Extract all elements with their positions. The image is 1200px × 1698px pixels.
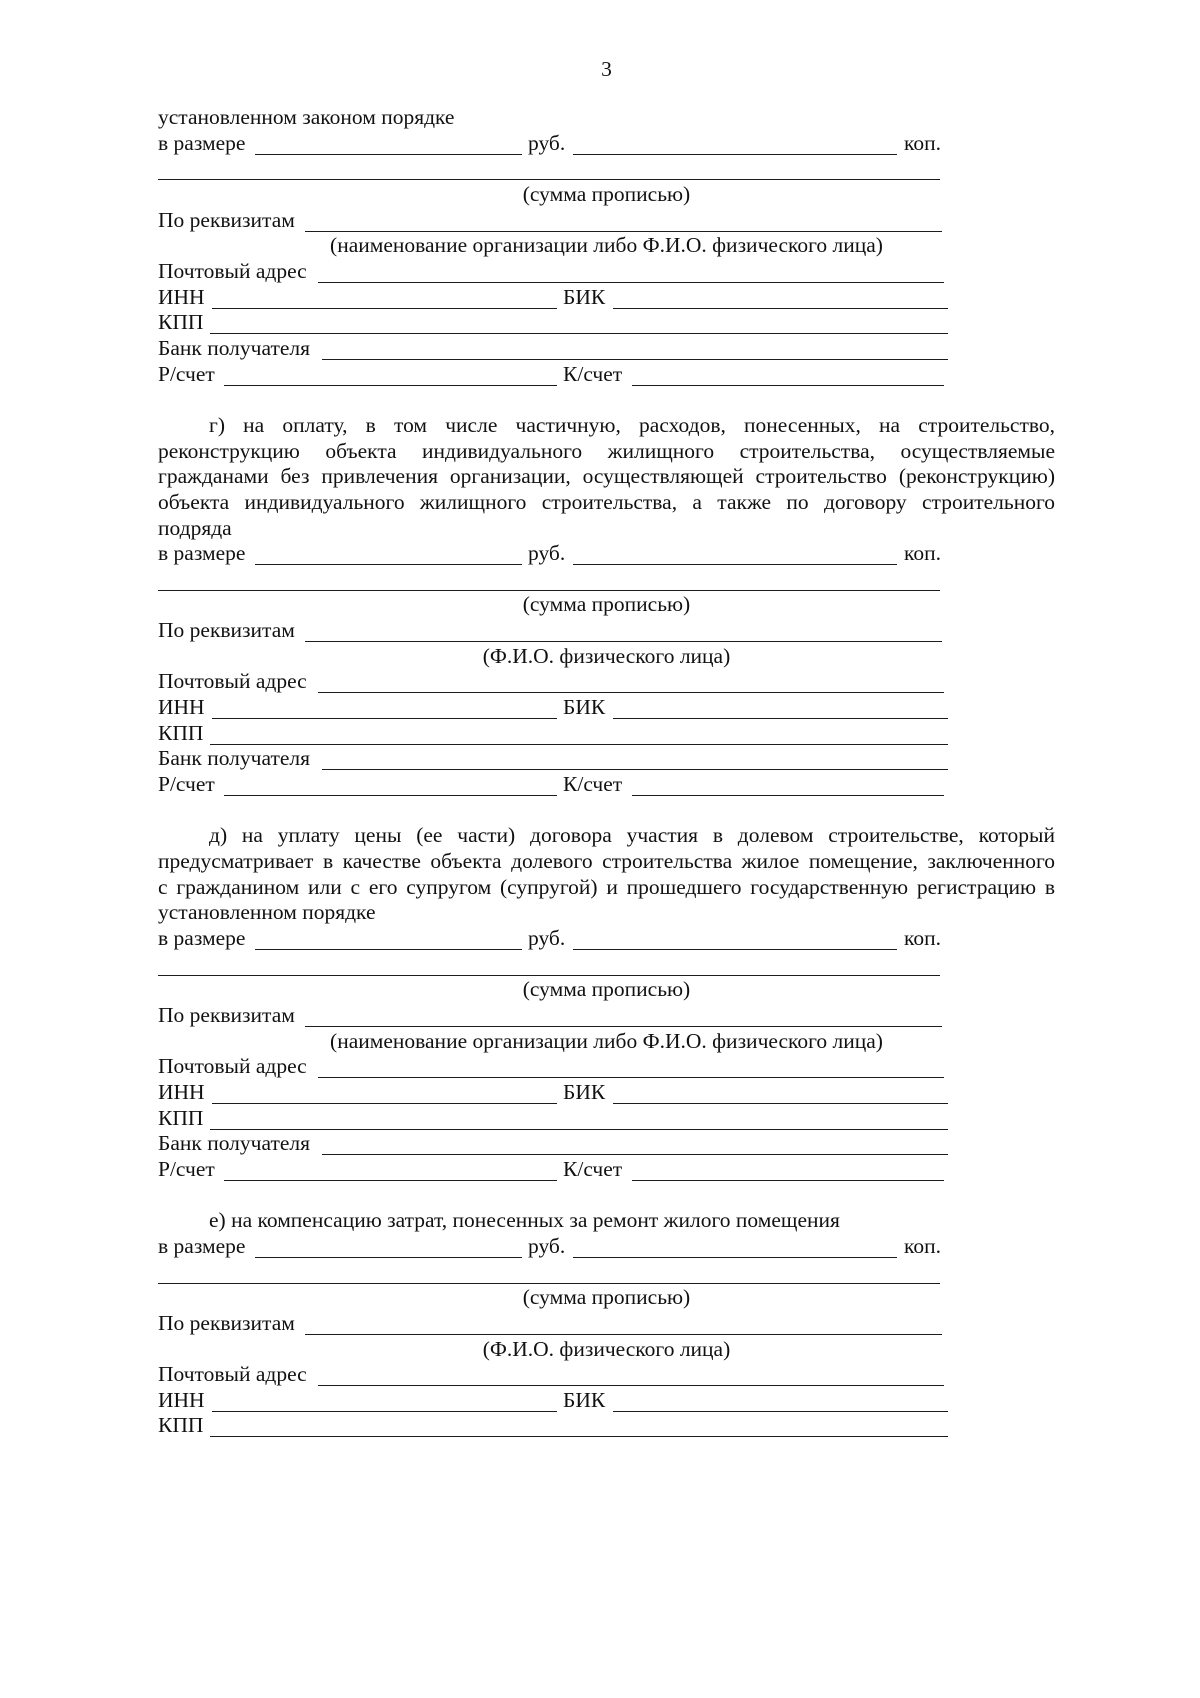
amount-in-words-caption: (сумма прописью) (522, 977, 691, 1002)
kpp-label: КПП (158, 1413, 204, 1438)
document-body (158, 105, 1055, 1439)
rubles-blank (255, 564, 522, 565)
paragraph-line: г) на оплату, в том числе частичную, расходов, понесенных, на строительство, (209, 412, 1055, 437)
requisites-caption-row (158, 233, 1055, 259)
rubles-blank (255, 1257, 522, 1258)
postal-address-row (158, 1362, 1055, 1388)
inn-label: ИНН (158, 1079, 205, 1104)
postal-address-label: Почтовый адрес (158, 258, 307, 283)
kpp-blank (210, 333, 948, 334)
postal-address-label: Почтовый адрес (158, 669, 307, 694)
section-g (158, 413, 1055, 798)
requisites-label: По реквизитам (158, 618, 295, 643)
requisites-blank (305, 641, 942, 642)
requisites-blank (305, 231, 942, 232)
amount-label: в размере (158, 1233, 246, 1258)
requisites-caption-row (158, 1029, 1055, 1055)
settlement-account-label: Р/счет (158, 361, 215, 386)
amount-in-words-blank (158, 1283, 940, 1284)
paragraph-gap (158, 798, 1055, 824)
kpp-label: КПП (158, 1105, 204, 1130)
requisites-row (158, 1311, 1055, 1337)
inn-bik-row (158, 1388, 1055, 1414)
amount-label: в размере (158, 130, 246, 155)
amount-label: в размере (158, 541, 246, 566)
kpp-row (158, 1413, 1055, 1439)
amount-in-words-row (158, 156, 1055, 182)
rubles-blank (255, 949, 522, 950)
postal-address-label: Почтовый адрес (158, 1362, 307, 1387)
amount-in-words-caption: (сумма прописью) (522, 181, 691, 206)
kpp-row (158, 310, 1055, 336)
section-d (158, 823, 1055, 1182)
postal-address-label: Почтовый адрес (158, 1054, 307, 1079)
kpp-label: КПП (158, 720, 204, 745)
bank-row (158, 746, 1055, 772)
requisites-caption: (наименование организации либо Ф.И.О. физического лица) (330, 233, 883, 258)
amount-in-words-caption-row (158, 182, 1055, 208)
amount-in-words-caption: (сумма прописью) (522, 592, 691, 617)
inn-blank (212, 1103, 557, 1104)
bank-blank (322, 359, 948, 360)
kopecks-blank (573, 1257, 897, 1258)
bank-label: Банк получателя (158, 1131, 311, 1156)
amount-label: в размере (158, 926, 246, 950)
settlement-account-blank (224, 385, 557, 386)
correspondent-account-label: К/счет (563, 1156, 623, 1181)
inn-label: ИНН (158, 284, 205, 309)
inn-label: ИНН (158, 1387, 205, 1412)
requisites-caption-row (158, 644, 1055, 670)
kopecks-label: коп. (904, 1233, 941, 1258)
kopecks-blank (573, 154, 897, 155)
paragraph-gap (158, 387, 1055, 413)
section-continued (158, 105, 1055, 387)
settlement-account-label: Р/счет (158, 1156, 215, 1181)
amount-in-words-blank (158, 975, 940, 976)
inn-blank (212, 308, 557, 309)
bik-label: БИК (563, 1387, 606, 1412)
kpp-blank (210, 1436, 948, 1437)
paragraph-line: объекта индивидуального жилищного строительства, а также по договору строительного (158, 489, 1055, 514)
amount-row (158, 541, 1055, 567)
amount-in-words-caption-row (158, 977, 1055, 1003)
kpp-blank (210, 1129, 948, 1130)
bik-blank (613, 718, 948, 719)
kopecks-blank (573, 949, 897, 950)
paragraph-line: д) на уплату цены (ее части) договора участия в долевом строительстве, который (209, 823, 1055, 848)
bank-blank (322, 1154, 948, 1155)
inn-label: ИНН (158, 695, 205, 720)
amount-in-words-blank (158, 179, 940, 180)
rubles-label: руб. (528, 926, 566, 950)
kopecks-blank (573, 564, 897, 565)
settlement-account-blank (224, 795, 557, 796)
paragraph-line: с гражданином или с его супругом (супругой) и прошедшего государственную регистрацию в (158, 874, 1055, 899)
kpp-row (158, 1106, 1055, 1132)
settlement-account-blank (224, 1180, 557, 1181)
postal-address-blank (318, 282, 944, 283)
requisites-caption: (наименование организации либо Ф.И.О. физического лица) (330, 1028, 883, 1053)
amount-row (158, 131, 1055, 157)
accounts-row (158, 362, 1055, 388)
amount-in-words-row (158, 952, 1055, 978)
postal-address-blank (318, 692, 944, 693)
bank-row (158, 336, 1055, 362)
amount-row (158, 1234, 1055, 1260)
kpp-blank (210, 744, 948, 745)
bank-label: Банк получателя (158, 746, 311, 771)
section-e (158, 1208, 1055, 1439)
postal-address-blank (318, 1077, 944, 1078)
amount-in-words-caption-row (158, 592, 1055, 618)
bik-label: БИК (563, 1079, 606, 1104)
kpp-label: КПП (158, 310, 204, 335)
requisites-row (158, 618, 1055, 644)
inn-bik-row (158, 695, 1055, 721)
postal-address-row (158, 1054, 1055, 1080)
paragraph-line: е) на компенсацию затрат, понесенных за ремонт жилого помещения (209, 1208, 840, 1233)
paragraph-line: подряда (158, 515, 232, 540)
paragraph-line: гражданами без привлечения организации, осуществляющей строительство (реконструкцию) (158, 464, 1055, 489)
kopecks-label: коп. (904, 130, 941, 155)
paragraph-line: реконструкцию объекта индивидуального жилищного строительства, осуществляемые (158, 438, 1055, 463)
inn-blank (212, 718, 557, 719)
rubles-label: руб. (528, 130, 566, 155)
amount-in-words-caption: (сумма прописью) (522, 1285, 691, 1310)
requisites-row (158, 1003, 1055, 1029)
bank-label: Банк получателя (158, 335, 311, 360)
paragraph-line: установленном законом порядке (158, 105, 455, 129)
amount-in-words-row (158, 567, 1055, 593)
requisites-label: По реквизитам (158, 207, 295, 232)
inn-bik-row (158, 285, 1055, 311)
kopecks-label: коп. (904, 926, 941, 950)
bik-label: БИК (563, 284, 606, 309)
requisites-blank (305, 1334, 942, 1335)
bik-blank (613, 1411, 948, 1412)
page-number: 3 (601, 57, 612, 81)
kopecks-label: коп. (904, 541, 941, 566)
requisites-caption: (Ф.И.О. физического лица) (482, 1336, 731, 1361)
requisites-label: По реквизитам (158, 1310, 295, 1335)
postal-address-blank (318, 1385, 944, 1386)
correspondent-account-blank (632, 795, 944, 796)
bank-blank (322, 769, 948, 770)
amount-row (158, 926, 1055, 952)
amount-in-words-row (158, 1260, 1055, 1286)
accounts-row (158, 772, 1055, 798)
kpp-row (158, 721, 1055, 747)
paragraph-gap (158, 1183, 1055, 1209)
amount-in-words-blank (158, 590, 940, 591)
postal-address-row (158, 669, 1055, 695)
requisites-row (158, 208, 1055, 234)
bik-blank (613, 1103, 948, 1104)
paragraph-line: установленном порядке (158, 900, 376, 925)
correspondent-account-blank (632, 1180, 944, 1181)
settlement-account-label: Р/счет (158, 772, 215, 797)
bik-label: БИК (563, 695, 606, 720)
postal-address-row (158, 259, 1055, 285)
requisites-caption: (Ф.И.О. физического лица) (482, 643, 731, 668)
rubles-label: руб. (528, 1233, 566, 1258)
requisites-blank (305, 1026, 942, 1027)
requisites-caption-row (158, 1337, 1055, 1363)
inn-bik-row (158, 1080, 1055, 1106)
paragraph-line: предусматривает в качестве объекта долевого строительства жилое помещение, заключенного (158, 849, 1055, 874)
correspondent-account-label: К/счет (563, 772, 623, 797)
inn-blank (212, 1411, 557, 1412)
rubles-label: руб. (528, 541, 566, 566)
requisites-label: По реквизитам (158, 1002, 295, 1027)
accounts-row (158, 1157, 1055, 1183)
correspondent-account-label: К/счет (563, 361, 623, 386)
correspondent-account-blank (632, 385, 944, 386)
amount-in-words-caption-row (158, 1285, 1055, 1311)
bank-row (158, 1131, 1055, 1157)
rubles-blank (255, 154, 522, 155)
bik-blank (613, 308, 948, 309)
